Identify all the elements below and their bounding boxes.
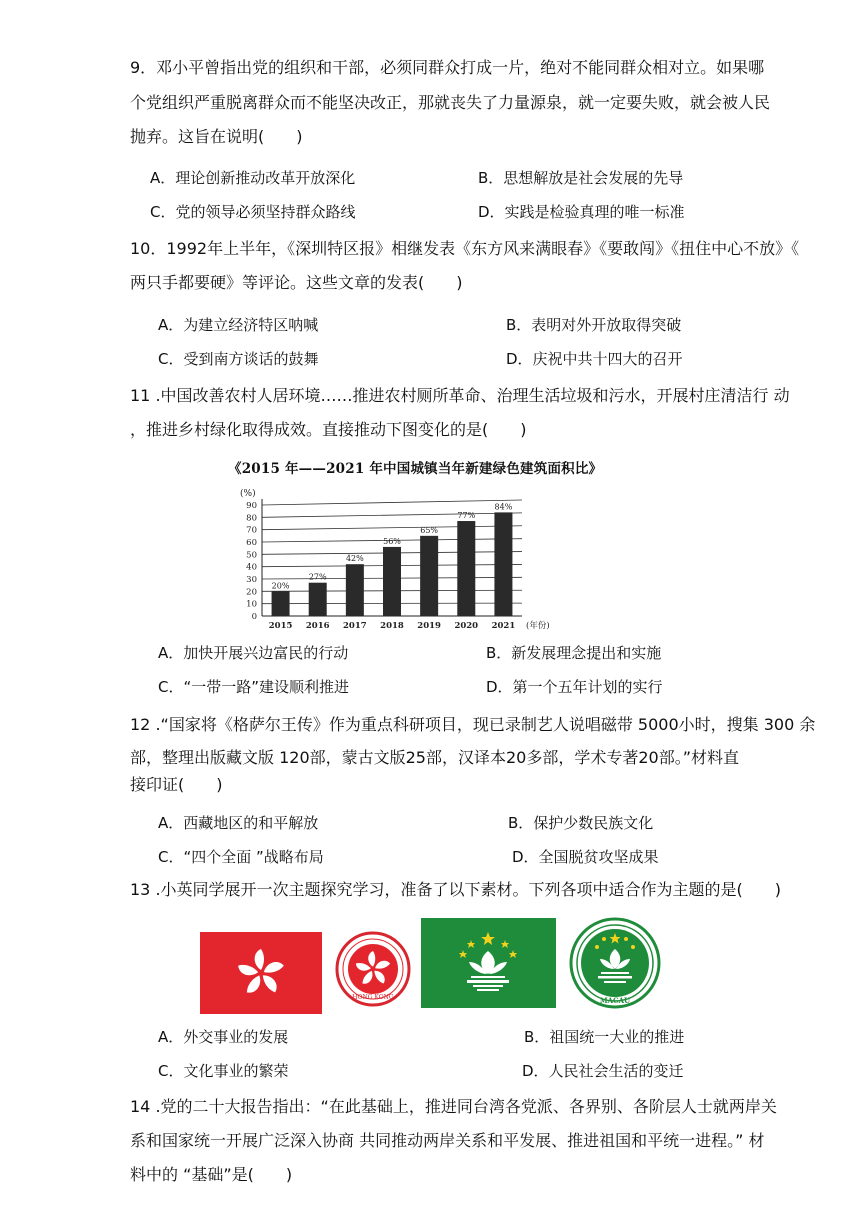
q14-line-1: 14 .党的二十大报告指出：“在此基础上，推进同台湾各党派、各界别、各阶层人士就两岸关 <box>130 1097 777 1116</box>
q12-line-3: 接印证( ) <box>130 775 223 794</box>
y-tick-label: 80 <box>246 513 257 524</box>
y-tick-label: 90 <box>246 501 257 511</box>
y-axis-label: (%) <box>240 489 256 499</box>
q13-option-a[interactable]: A．外交事业的发展 <box>158 1028 289 1046</box>
bar-2019 <box>420 536 438 616</box>
gridline <box>262 526 522 530</box>
chart-title: 《2015 年——2021 年中国城镇当年新建绿色建筑面积比》 <box>228 461 603 477</box>
q10-option-c[interactable]: C．受到南方谈话的鼓舞 <box>158 350 319 368</box>
data-label: 20% <box>271 581 290 591</box>
y-tick-label: 10 <box>246 599 257 610</box>
y-tick-label: 40 <box>246 562 257 573</box>
q9-option-c[interactable]: C．党的领导必须坚持群众路线 <box>150 203 356 221</box>
bar-2020 <box>457 521 475 616</box>
q13-option-c[interactable]: C．文化事业的繁荣 <box>158 1062 289 1080</box>
q9-line-3: 抛弃。这旨在说明( ) <box>130 127 303 146</box>
macau-flag-image <box>421 918 556 1008</box>
q10-option-a[interactable]: A．为建立经济特区呐喊 <box>158 316 319 334</box>
q9-option-d[interactable]: D．实践是检验真理的唯一标准 <box>478 203 685 221</box>
q10-option-d[interactable]: D．庆祝中共十四大的召开 <box>506 350 683 368</box>
data-label: 77% <box>457 511 476 521</box>
gridline <box>262 500 522 505</box>
q12-option-d[interactable]: D．全国脱贫攻坚成果 <box>512 848 659 866</box>
y-tick-label: 30 <box>246 575 257 585</box>
q12-line-2: 部，整理出版藏文版 120部，蒙古文版25部，汉译本20多部，学术专著20部。”材料直 <box>130 748 739 767</box>
hong-kong-flag-image <box>200 932 322 1014</box>
x-tick-label: 2015 <box>268 621 293 631</box>
hk-emblem-text: HONG KONG <box>352 994 394 1001</box>
q11-option-b[interactable]: B．新发展理念提出和实施 <box>486 644 662 662</box>
x-tick-label: 2017 <box>343 621 367 631</box>
bar-2016 <box>309 583 327 616</box>
x-axis-label: (年份) <box>526 621 550 631</box>
q14-line-2: 系和国家统一开展广泛深入协商 共同推动两岸关系和平发展、推进祖国和平统一进程。” 材 <box>130 1131 765 1150</box>
bar-2017 <box>346 564 364 616</box>
y-tick-label: 0 <box>251 612 257 622</box>
q10-line-2: 两只手都要硬》等评论。这些文章的发表( ) <box>130 273 463 292</box>
q9-line-2: 个党组织严重脱离群众而不能坚决改正，那就丧失了力量源泉，就一定要失败，就会被人民 <box>130 93 771 112</box>
q11-option-d[interactable]: D．第一个五年计划的实行 <box>486 678 663 696</box>
x-tick-label: 2021 <box>491 621 516 631</box>
x-tick-label: 2019 <box>417 621 441 631</box>
y-tick-label: 50 <box>246 550 257 561</box>
data-label: 27% <box>308 572 327 582</box>
q12-option-a[interactable]: A．西藏地区的和平解放 <box>158 814 319 832</box>
q12-option-b[interactable]: B．保护少数民族文化 <box>508 814 654 832</box>
data-label: 65% <box>420 525 439 535</box>
q13-option-b[interactable]: B．祖国统一大业的推进 <box>524 1028 685 1046</box>
x-tick-label: 2016 <box>305 621 330 631</box>
q14-line-3: 料中的 “基础”是( ) <box>130 1165 293 1184</box>
q10-option-b[interactable]: B．表明对外开放取得突破 <box>506 316 682 334</box>
q9-option-b[interactable]: B．思想解放是社会发展的先导 <box>478 169 684 187</box>
q12-option-c[interactable]: C．“四个全面 ”战略布局 <box>158 848 324 866</box>
bar-2015 <box>272 591 290 616</box>
bar-chart <box>230 484 640 632</box>
hong-kong-emblem-image <box>334 931 412 1007</box>
data-label: 84% <box>494 502 513 512</box>
q10-line-1: 10．1992年上半年，《深圳特区报》相继发表《东方风来满眼春》《要敢闯》《扭住中心不放》《 <box>130 239 800 258</box>
q11-option-c[interactable]: C．“一带一路”建设顺利推进 <box>158 678 350 696</box>
q12-line-1: 12 .“国家将《格萨尔王传》作为重点科研项目，现已录制艺人说唱磁带 5000小时，搜集 300 余 <box>130 715 816 734</box>
q13-line-1: 13 .小英同学展开一次主题探究学习，准备了以下素材。下列各项中适合作为主题的是( ) <box>130 880 782 899</box>
q13-option-d[interactable]: D．人民社会生活的变迁 <box>522 1062 684 1080</box>
x-tick-label: 2020 <box>454 621 479 631</box>
y-tick-label: 20 <box>246 587 257 598</box>
q9-line-1: 9．邓小平曾指出党的组织和干部，必须同群众打成一片，绝对不能同群众相对立。如果哪 <box>130 58 765 77</box>
x-tick-label: 2018 <box>380 621 404 631</box>
q11-option-a[interactable]: A．加快开展兴边富民的行动 <box>158 644 349 662</box>
data-label: 42% <box>345 554 364 564</box>
q11-line-1: 11 .中国改善农村人居环境……推进农村厕所革命、治理生活垃圾和污水，开展村庄清洁行 动 <box>130 386 790 405</box>
bar-2018 <box>383 547 401 616</box>
macau-emblem-text: MACAU <box>599 996 631 1005</box>
macau-emblem-image <box>568 917 662 1009</box>
data-label: 56% <box>383 536 401 546</box>
y-tick-label: 60 <box>246 538 257 548</box>
y-tick-label: 70 <box>246 525 257 536</box>
bar-2021 <box>494 512 512 616</box>
q9-option-a[interactable]: A．理论创新推动改革开放深化 <box>150 169 356 187</box>
gridline <box>262 513 522 517</box>
q11-line-2: ，推进乡村绿化取得成效。直接推动下图变化的是( ) <box>130 420 527 439</box>
